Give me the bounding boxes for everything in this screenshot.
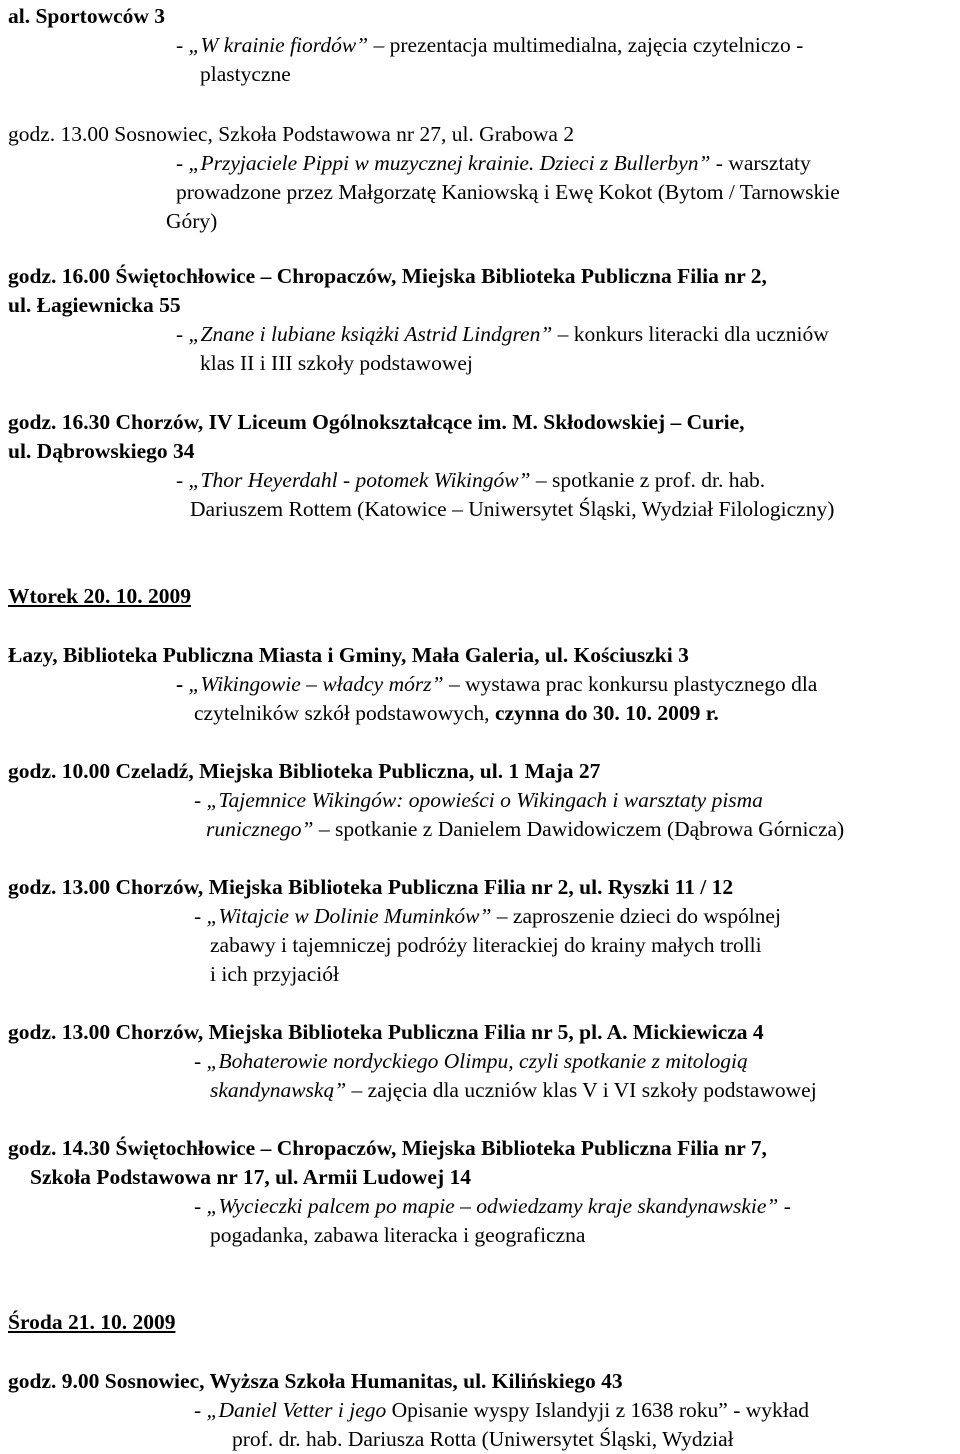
text-segment: - „Bohaterowie nordyckiego Olimpu, czyli spotkanie z mitologią (194, 1049, 748, 1073)
event-header (8, 1134, 767, 1163)
event-desc (190, 495, 834, 524)
event-header (8, 262, 767, 291)
event-desc (210, 960, 339, 989)
event-desc (210, 1076, 817, 1105)
text-segment: zabawy i tajemniczej podróży literackiej do krainy małych trolli (210, 933, 762, 957)
text-segment: Środa 21. 10. 2009 (8, 1310, 176, 1334)
text-segment: i ich przyjaciół (210, 962, 339, 986)
event-header (8, 291, 181, 320)
event-desc (210, 1221, 585, 1250)
text-segment: - „Thor Heyerdahl - potomek Wikingów” (176, 468, 536, 492)
event-desc (200, 349, 473, 378)
day-heading (8, 1308, 175, 1337)
event-desc (194, 699, 719, 728)
event-desc (210, 931, 762, 960)
text-segment: Opisanie wyspy Islandyji z 1638 roku” - wykład (391, 1398, 810, 1422)
text-segment: - „Daniel Vetter i jego (194, 1398, 392, 1422)
text-segment: - „Tajemnice Wikingów: opowieści o Wikingach i warsztaty pisma (194, 788, 763, 812)
text-segment: - „Witajcie w Dolinie Muminków” (194, 904, 497, 928)
text-segment: godz. 16.30 Chorzów, IV Liceum Ogólnokształcące im. M. Skłodowskiej – Curie, (8, 410, 745, 434)
text-segment: – zajęcia dla uczniów klas V i VI szkoły podstawowej (351, 1078, 817, 1102)
text-segment: – konkurs literacki dla uczniów (557, 322, 829, 346)
event-title (176, 149, 811, 178)
text-segment: klas II i III szkoły podstawowej (200, 351, 473, 375)
event-title (194, 786, 763, 815)
text-segment: Dariuszem Rottem (Katowice – Uniwersytet Śląski, Wydział Filologiczny) (190, 497, 835, 521)
text-segment: godz. 10.00 Czeladź, Miejska Biblioteka Publiczna, ul. 1 Maja 27 (8, 759, 601, 783)
text-segment: plastyczne (200, 62, 291, 86)
event-title (194, 1192, 791, 1221)
event-title (176, 31, 803, 60)
text-segment: - (176, 672, 189, 696)
text-segment: runicznego” (206, 817, 319, 841)
event-title (176, 320, 829, 349)
event-title (176, 670, 817, 699)
text-segment: godz. 13.00 Sosnowiec, Szkoła Podstawowa nr 27, ul. Grabowa 2 (8, 122, 575, 146)
text-segment: prof. dr. hab. Dariusza Rotta (Uniwersytet Śląski, Wydział (232, 1427, 734, 1451)
event-header (8, 641, 689, 670)
event-desc (232, 1425, 734, 1454)
text-segment: - „Znane i lubiane książki Astrid Lindgren” (176, 322, 558, 346)
event-desc (176, 178, 840, 207)
text-segment: - „Wycieczki palcem po mapie – odwiedzamy kraje skandynawskie” (194, 1194, 784, 1218)
event-header (8, 1018, 764, 1047)
text-segment: Łazy, Biblioteka Publiczna Miasta i Gminy, Mała Galeria, ul. Kościuszki 3 (8, 643, 689, 667)
text-segment: „Wikingowie – władcy mórz” (188, 672, 449, 696)
text-segment: godz. 13.00 Chorzów, Miejska Biblioteka Publiczna Filia nr 5, pl. A. Mickiewicza 4 (8, 1020, 764, 1044)
event-header (8, 873, 733, 902)
text-segment: - warsztaty (715, 151, 811, 175)
event-desc (166, 207, 217, 236)
text-segment: – prezentacja multimedialna, zajęcia czytelniczo - (373, 33, 804, 57)
text-segment: – zaproszenie dzieci do wspólnej (496, 904, 781, 928)
event-header (8, 408, 745, 437)
address-line (8, 2, 165, 31)
text-segment: Góry) (166, 209, 218, 233)
text-segment: – wystawa prac konkursu plastycznego dla (448, 672, 818, 696)
text-segment: ul. Łagiewnicka 55 (8, 293, 181, 317)
text-segment: prowadzone przez Małgorzatę Kaniowską i Ewę Kokot (Bytom / Tarnowskie (176, 180, 840, 204)
text-segment: Szkoła Podstawowa nr 17, ul. Armii Ludowej 14 (30, 1165, 471, 1189)
event-header (8, 1367, 623, 1396)
text-segment: godz. 9.00 Sosnowiec, Wyższa Szkoła Humanitas, ul. Kilińskiego 43 (8, 1369, 623, 1393)
event-title (176, 466, 765, 495)
text-segment: - „Przyjaciele Pippi w muzycznej krainie. Dzieci z Bullerbyn” (176, 151, 716, 175)
text-segment: – spotkanie z Danielem Dawidowiczem (Dąbrowa Górnicza) (318, 817, 845, 841)
event-title (194, 1047, 748, 1076)
event-header (8, 120, 574, 149)
text-segment: godz. 14.30 Świętochłowice – Chropaczów, Miejska Biblioteka Publiczna Filia nr 7, (8, 1136, 767, 1160)
event-title (194, 1396, 809, 1425)
text-segment: skandynawską” (210, 1078, 352, 1102)
text-segment: czynna do 30. 10. 2009 r. (494, 701, 719, 725)
text-segment: Wtorek 20. 10. 2009 (8, 584, 191, 608)
event-desc (200, 60, 291, 89)
text-segment: – spotkanie z prof. dr. hab. (535, 468, 766, 492)
text-segment: ul. Dąbrowskiego 34 (8, 439, 195, 463)
event-title (194, 902, 781, 931)
event-desc (206, 815, 844, 844)
text-segment: - „W krainie fiordów” (176, 33, 374, 57)
text-segment: czytelników szkół podstawowych, (194, 701, 495, 725)
event-header (8, 757, 600, 786)
event-header (30, 1163, 471, 1192)
text-segment: godz. 16.00 Świętochłowice – Chropaczów, Miejska Biblioteka Publiczna Filia nr 2, (8, 264, 767, 288)
event-header (8, 437, 195, 466)
day-heading (8, 582, 191, 611)
text-segment: godz. 13.00 Chorzów, Miejska Biblioteka Publiczna Filia nr 2, ul. Ryszki 11 / 12 (8, 875, 734, 899)
text-segment: al. Sportowców 3 (8, 4, 166, 28)
text-segment: - (783, 1194, 791, 1218)
text-segment: pogadanka, zabawa literacka i geograficzna (210, 1223, 586, 1247)
